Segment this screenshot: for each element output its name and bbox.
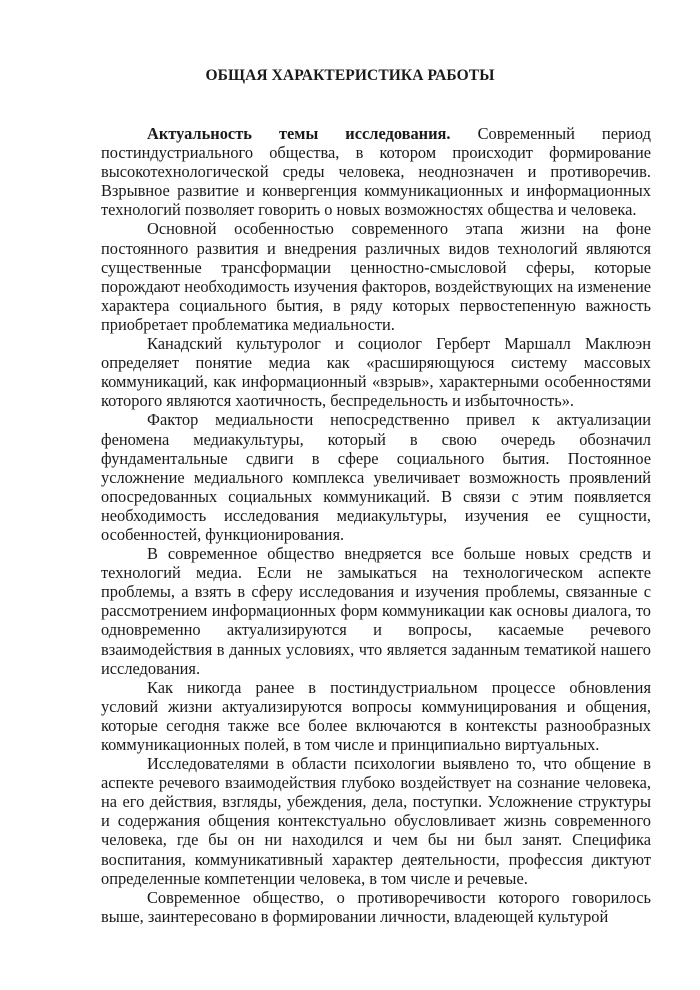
paragraph: Исследователями в области психологии выявлено то, что общение в аспекте речевого взаимодействия глубоко воздействует на сознание человека, на его действия, взгляды, убеждения, дела, поступки. Усложнение структуры и содержания общения контекстуально обусловливает жизнь современного человека, где бы он ни находился и чем бы ни был занят. Специфика воспитания, коммуникативный характер деятельности, профессия диктуют определенные компетенции человека, в том числе и речевые. bbox=[101, 754, 651, 888]
paragraph: Как никогда ранее в постиндустриальном процессе обновления условий жизни актуализируются вопросы коммуницирования и общения, которые сегодня также все более включаются в контексты разнообразных коммуникационных полей, в том числе и принципиально виртуальных. bbox=[101, 677, 651, 754]
document-body bbox=[101, 124, 651, 926]
paragraph: Канадский культуролог и социолог Герберт Маршалл Маклюэн определяет понятие медиа как «расширяющуюся систему массовых коммуникаций, как информационный «взрыв», характерными особенностями которого являются хаотичность, беспредельность и избыточность». bbox=[101, 334, 651, 411]
paragraph-text: Современный период постиндустриального общества, в котором происходит формирование высокотехнологической среды человека, неоднозначен и противоречив. Взрывное развитие и конвергенция коммуникационных и информационных технологий позволяет говорить о новых возможностях общества и человека. bbox=[101, 124, 651, 220]
paragraph-relevance bbox=[101, 124, 651, 219]
paragraph: Современное общество, о противоречивости которого говорилось выше, заинтересовано в формировании личности, владеющей культурой bbox=[101, 887, 651, 926]
paragraph: Фактор медиальности непосредственно привел к актуализации феномена медиакультуры, который в свою очередь обозначил фундаментальные сдвиги в сфере социального бытия. Постоянное усложнение медиального комплекса увеличивает возможность проявлений опосредованных социальных коммуникаций. В связи с этим появляется необходимость исследования медиакультуры, изучения ее сущности, особенностей, функционирования. bbox=[101, 410, 651, 544]
paragraph-lead-heading: Актуальность темы исследования. bbox=[147, 124, 451, 143]
page-title: ОБЩАЯ ХАРАКТЕРИСТИКА РАБОТЫ bbox=[205, 67, 495, 84]
paragraph: Основной особенностью современного этапа жизни на фоне постоянного развития и внедрения различных видов технологий являются существенные трансформации ценностно-смысловой сферы, которые порождают необходимость изучения факторов, воздействующих на изменение характера социального бытия, в ряду которых первостепенную важность приобретает проблематика медиальности. bbox=[101, 219, 651, 334]
paragraph: В современное общество внедряется все больше новых средств и технологий медиа. Если не замыкаться на технологическом аспекте проблемы, а взять в сферу исследования и изучения проблемы, связанные с рассмотрением информационных форм коммуникации как основы диалога, то одновременно актуализируются и вопросы, касаемые речевого взаимодействия в данных условиях, что является заданным тематикой нашего исследования. bbox=[101, 544, 651, 678]
